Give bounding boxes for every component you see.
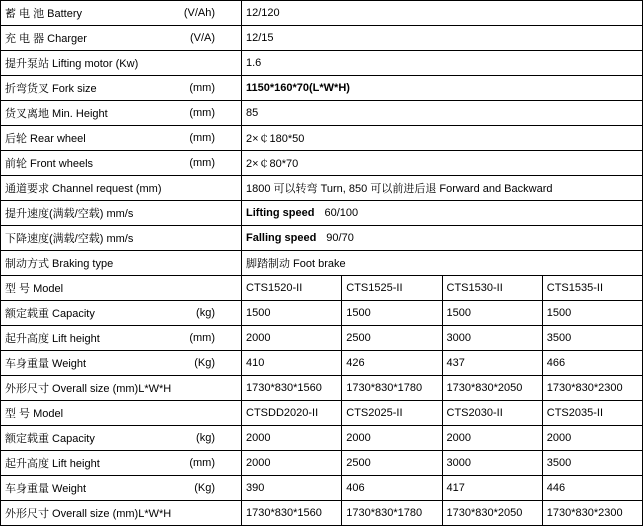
- row-unit: (mm): [189, 132, 215, 144]
- row-label: 额定载重 Capacity: [5, 433, 95, 445]
- row-label-cell: [1, 276, 242, 301]
- row-label: 制动方式 Braking type: [5, 258, 114, 270]
- spec-body: [1, 1, 643, 526]
- cell-value: 437: [442, 351, 542, 376]
- row-label-cell: [1, 301, 242, 326]
- cell-value: 1500: [342, 301, 442, 326]
- table-row: [1, 176, 643, 201]
- row-label-cell: [1, 201, 242, 226]
- row-label: 外形尺寸 Overall size (mm)L*W*H: [5, 508, 172, 520]
- table-row: [1, 1, 643, 26]
- row-value: 1800 可以转弯 Turn, 850 可以前进后退 Forward and Backward: [242, 176, 643, 201]
- row-label: 折弯货叉 Fork size: [5, 83, 97, 95]
- cell-value: 3000: [442, 451, 542, 476]
- model-header-row: [1, 276, 643, 301]
- cell-value: 1730*830*2300: [542, 501, 642, 526]
- row-label: 蓄 电 池 Battery: [5, 8, 83, 20]
- cell-value: 1730*830*1560: [242, 376, 342, 401]
- cell-value: 2000: [242, 326, 342, 351]
- row-label: 车身重量 Weight: [5, 358, 87, 370]
- table-row: [1, 301, 643, 326]
- table-row: [1, 326, 643, 351]
- row-label-cell: [1, 451, 242, 476]
- row-label: 货叉离地 Min. Height: [5, 108, 108, 120]
- table-row: [1, 126, 643, 151]
- row-label-cell: [1, 1, 242, 26]
- cell-value: 1500: [542, 301, 642, 326]
- table-row: [1, 376, 643, 401]
- cell-value: 2000: [442, 426, 542, 451]
- row-label: 前轮 Front wheels: [5, 158, 94, 170]
- cell-value: 2000: [342, 426, 442, 451]
- row-unit: (mm): [189, 457, 215, 469]
- row-label-cell: [1, 376, 242, 401]
- row-label: 通道要求 Channel request (mm): [5, 183, 162, 195]
- lifting-speed-value: 60/100: [324, 207, 359, 219]
- row-label: 提升速度(满载/空载) mm/s: [5, 208, 134, 220]
- model-name: CTS2035-II: [542, 401, 642, 426]
- row-label-cell: [1, 51, 242, 76]
- row-label-cell: [1, 76, 242, 101]
- row-unit: (mm): [189, 82, 215, 94]
- table-row: [1, 26, 643, 51]
- row-label: 额定载重 Capacity: [5, 308, 95, 320]
- row-value: 2×￠80*70: [242, 151, 643, 176]
- row-label: 充 电 器 Charger: [5, 33, 87, 45]
- cell-value: 410: [242, 351, 342, 376]
- table-row: [1, 76, 643, 101]
- table-row: [1, 226, 643, 251]
- model-name: CTSDD2020-II: [242, 401, 342, 426]
- lifting-speed-label: Lifting speed: [246, 207, 315, 219]
- cell-value: 2000: [242, 426, 342, 451]
- table-row: [1, 351, 643, 376]
- cell-value: 406: [342, 476, 442, 501]
- row-label-cell: [1, 126, 242, 151]
- row-label: 外形尺寸 Overall size (mm)L*W*H: [5, 383, 172, 395]
- cell-value: 1730*830*2300: [542, 376, 642, 401]
- cell-value: 2000: [242, 451, 342, 476]
- row-value: 脚踏制动 Foot brake: [242, 251, 643, 276]
- row-label: 起升高度 Lift height: [5, 333, 100, 345]
- row-unit: (Kg): [194, 357, 215, 369]
- table-row: [1, 201, 643, 226]
- row-label-cell: [1, 226, 242, 251]
- row-label-cell: [1, 26, 242, 51]
- cell-value: 3500: [542, 326, 642, 351]
- table-row: [1, 476, 643, 501]
- row-value: 12/120: [242, 1, 643, 26]
- model-name: CTS1525-II: [342, 276, 442, 301]
- table-row: [1, 101, 643, 126]
- row-label: 提升泵站 Lifting motor (Kw): [5, 58, 139, 70]
- row-label-cell: [1, 401, 242, 426]
- row-label: 型 号 Model: [5, 283, 64, 295]
- falling-speed-label: Falling speed: [246, 232, 317, 244]
- row-label-cell: [1, 326, 242, 351]
- row-label-cell: [1, 426, 242, 451]
- table-row: [1, 426, 643, 451]
- cell-value: 1500: [242, 301, 342, 326]
- row-value-cell: [242, 226, 643, 251]
- table-row: [1, 151, 643, 176]
- cell-value: 2500: [342, 326, 442, 351]
- cell-value: 466: [542, 351, 642, 376]
- row-unit: (mm): [189, 157, 215, 169]
- row-label: 后轮 Rear wheel: [5, 133, 86, 145]
- cell-value: 1730*830*1560: [242, 501, 342, 526]
- row-value: 1.6: [242, 51, 643, 76]
- model-name: CTS2025-II: [342, 401, 442, 426]
- row-value-cell: [242, 201, 643, 226]
- cell-value: 390: [242, 476, 342, 501]
- cell-value: 426: [342, 351, 442, 376]
- cell-value: 1730*830*2050: [442, 501, 542, 526]
- row-unit: (kg): [196, 307, 215, 319]
- cell-value: 2000: [542, 426, 642, 451]
- model-name: CTS2030-II: [442, 401, 542, 426]
- cell-value: 1730*830*1780: [342, 376, 442, 401]
- row-value: 2×￠180*50: [242, 126, 643, 151]
- model-header-row: [1, 401, 643, 426]
- row-unit: (mm): [189, 332, 215, 344]
- row-unit: (Kg): [194, 482, 215, 494]
- row-unit: (kg): [196, 432, 215, 444]
- cell-value: 1500: [442, 301, 542, 326]
- row-label: 起升高度 Lift height: [5, 458, 100, 470]
- table-row: [1, 51, 643, 76]
- row-unit: (mm): [189, 107, 215, 119]
- cell-value: 3000: [442, 326, 542, 351]
- row-unit: (V/A): [189, 32, 215, 44]
- row-label-cell: [1, 476, 242, 501]
- row-label-cell: [1, 151, 242, 176]
- row-label: 下降速度(满载/空载) mm/s: [5, 233, 134, 245]
- cell-value: 1730*830*2050: [442, 376, 542, 401]
- falling-speed-value: 90/70: [326, 232, 354, 244]
- row-label: 型 号 Model: [5, 408, 64, 420]
- table-row: [1, 501, 643, 526]
- row-value: 12/15: [242, 26, 643, 51]
- row-label-cell: [1, 176, 242, 201]
- row-value: 1150*160*70(L*W*H): [242, 76, 643, 101]
- row-value: 85: [242, 101, 643, 126]
- row-label-cell: [1, 501, 242, 526]
- cell-value: 417: [442, 476, 542, 501]
- model-name: CTS1535-II: [542, 276, 642, 301]
- model-name: CTS1520-II: [242, 276, 342, 301]
- cell-value: 446: [542, 476, 642, 501]
- row-label-cell: [1, 101, 242, 126]
- row-label: 车身重量 Weight: [5, 483, 87, 495]
- table-row: [1, 251, 643, 276]
- row-label-cell: [1, 251, 242, 276]
- cell-value: 3500: [542, 451, 642, 476]
- row-unit: (V/Ah): [183, 7, 215, 19]
- cell-value: 1730*830*1780: [342, 501, 442, 526]
- row-label-cell: [1, 351, 242, 376]
- model-name: CTS1530-II: [442, 276, 542, 301]
- cell-value: 2500: [342, 451, 442, 476]
- table-row: [1, 451, 643, 476]
